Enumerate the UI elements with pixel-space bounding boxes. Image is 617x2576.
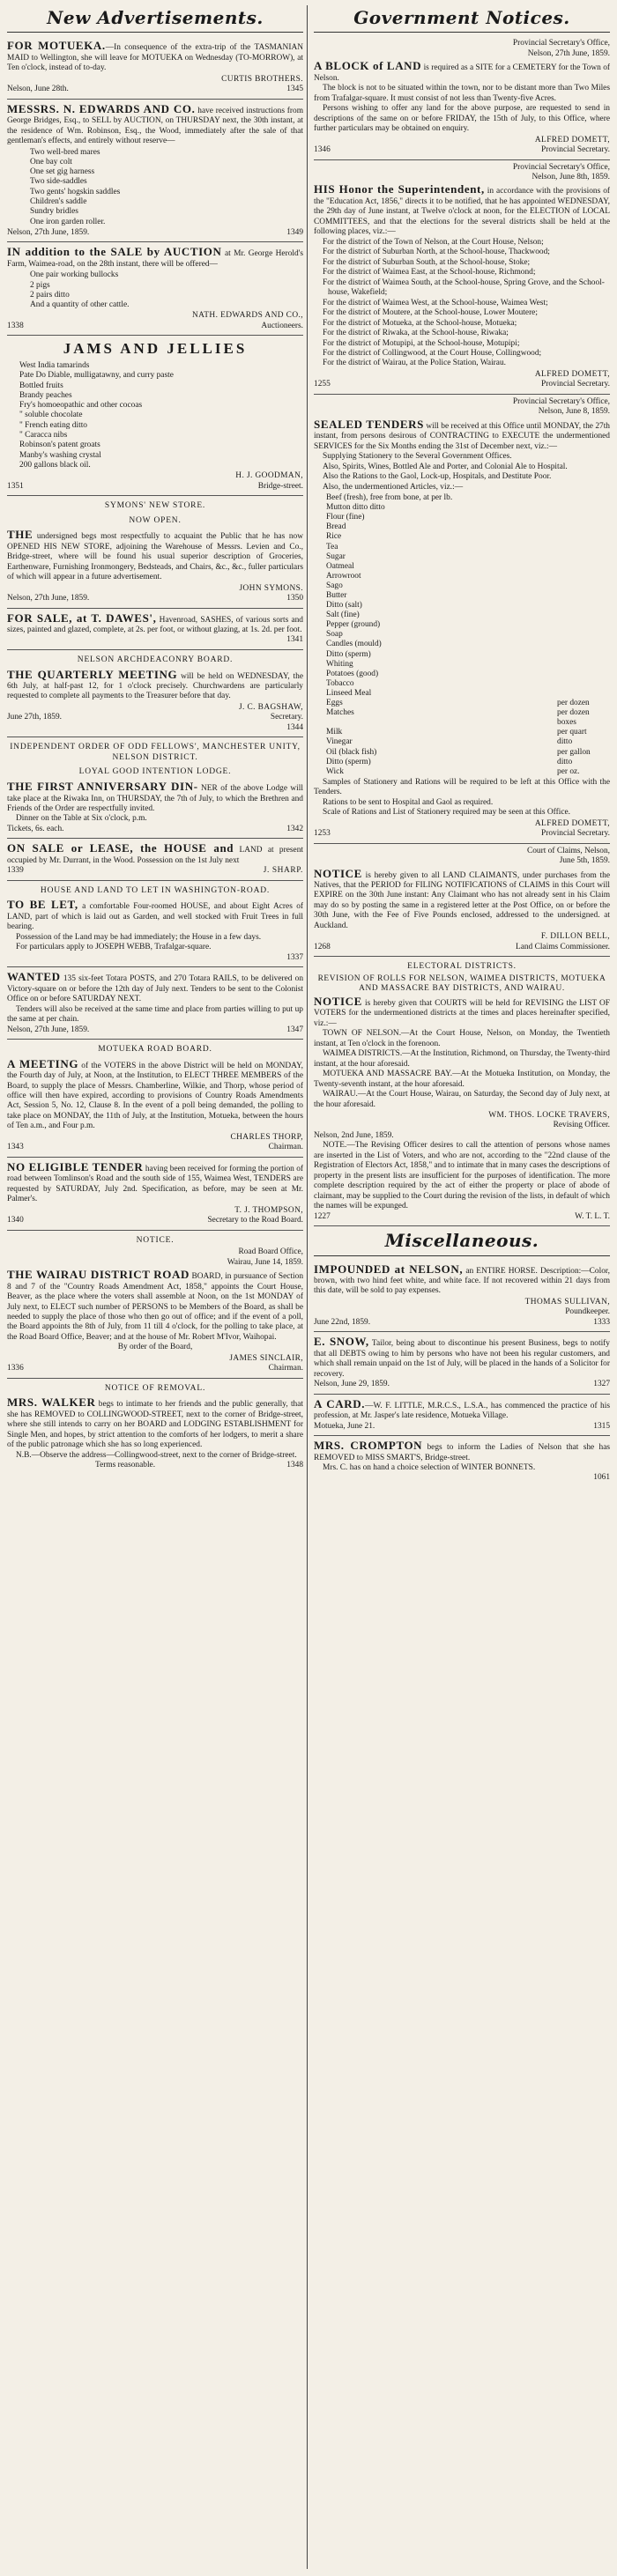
left-column-header: New Advertisements. <box>7 5 303 33</box>
ad-date: June 27th, 1859. <box>7 713 62 722</box>
ration-item: Sago <box>326 581 343 590</box>
ration-item: Ditto (sperm) <box>326 649 371 659</box>
list-item: TOWN OF NELSON.—At the Court House, Nelson, on Monday, the Twentieth instant, at Ten o'clock in the forenoon. <box>314 1029 610 1048</box>
ad-body: is required as a SITE for a CEMETERY for the Town of Nelson. <box>314 63 610 83</box>
ad-body-2: Tenders will also be received at the same time and place from parties willing to put up the same at per chain. <box>7 1004 303 1025</box>
ad-walker-removal <box>7 1379 303 1475</box>
ad-lead: THE <box>7 528 33 542</box>
ad-signature-role: Auctioneers. <box>261 321 303 330</box>
list-item: Bottled fruits <box>19 381 63 390</box>
ration-item-unit: ditto <box>557 737 573 747</box>
ad-heading: MOTUEKA ROAD BOARD. <box>98 1045 212 1055</box>
ad-item-list <box>19 361 303 470</box>
ad-lead: TO BE LET, <box>7 898 78 912</box>
ad-signature: F. DILLON BELL, <box>540 932 610 942</box>
ad-body-2: Mrs. C. has on hand a choice selection of WINTER BONNETS. <box>323 1463 536 1473</box>
ad-date: Motueka, June 21. <box>314 1421 375 1431</box>
ad-impounded <box>314 1260 610 1333</box>
ration-item-unit: per dozen <box>557 699 590 708</box>
ad-lead: FOR SALE, at T. DAWES', <box>7 611 157 625</box>
ration-item: Oil (black fish) <box>326 747 377 757</box>
ad-number: 1341 <box>286 635 303 645</box>
ration-item-unit <box>557 689 610 699</box>
ad-body: LAND at present occupied by Mr. Durrant, in the Wood. Possession on the 1st July next <box>7 846 303 865</box>
ad-electoral <box>314 957 610 1226</box>
ad-body-4: Scale of Rations and List of Stationery required may be seen at this Office. <box>323 808 570 818</box>
ad-body-2: N.B.—Observe the address—Collingwood-street, next to the corner of Bridge-street. <box>16 1450 297 1460</box>
ration-item-unit <box>557 572 610 581</box>
ad-number: 1268 <box>314 942 331 951</box>
ration-item-unit <box>557 670 610 679</box>
ad-item-list <box>30 148 303 227</box>
list-item: 2 pairs ditto <box>30 290 70 300</box>
list-item: For the district of Suburban South, at the School-house, Stoke; <box>323 257 531 267</box>
ration-item: Butter <box>326 591 347 601</box>
ad-jams-jellies <box>7 336 303 496</box>
ad-body: having been received for forming the portion of road between Tomlinson's Road and the south side of 155, Waimea West, TENDERS are requested by SATURDAY, July 2nd. Specification, as before, may be seen at Mr. Palmer's. <box>7 1164 303 1204</box>
list-item: And a quantity of other cattle. <box>30 300 130 310</box>
ad-heading: NOTICE. <box>136 1235 175 1245</box>
ad-body: in accordance with the provisions of the "Education Act, 1856," directs it to be notified, that he has appointed WEDNESDAY, the 29th day of June instant, at Twelve o'clock at noon, for the ELECTION of LOCAL COMMITTEES, and that the elections for the several districts shall be held at the following places, viz.:— <box>314 187 610 237</box>
ad-lead: MRS. WALKER <box>7 1395 96 1410</box>
ad-date: Nelson, June 28th. <box>7 85 69 94</box>
ad-number: 1339 <box>7 866 24 876</box>
ad-service: Also, the undermentioned Articles, viz.:— <box>323 482 464 492</box>
list-item: Sundry bridles <box>30 207 78 217</box>
list-item: " Caracca nibs <box>19 431 68 440</box>
ad-washington-road <box>7 881 303 967</box>
ad-lead: IN addition to the SALE by AUCTION <box>7 245 222 259</box>
ration-item-unit <box>557 640 610 649</box>
ad-number: 1349 <box>286 227 303 237</box>
ration-item-unit <box>557 513 610 522</box>
ad-body-2: By order of the Board, <box>117 1343 193 1352</box>
column-divider <box>307 5 308 2569</box>
ad-signature: JAMES SINCLAIR, <box>229 1353 303 1363</box>
ration-items-table <box>326 493 610 777</box>
ad-heading: INDEPENDENT ORDER OF ODD FELLOWS', MANCHESTER UNITY, NELSON DISTRICT. <box>10 743 301 762</box>
ad-number: 1342 <box>286 824 303 833</box>
ad-body: BOARD, in pursuance of Section 8 and 7 of the "Country Roads Amendment Act, 1858," appoints the Court House, Beaver, as the place where the voters shall assemble at Noon, on the 1st MONDAY of July next, to ELECT such number of PERSONS to be Members of the Board, as shall be needed to supply the place of those who then go out of office; and if the event of a poll, the Board appoints the 8th of July, from 11 till 4 o'clock, for the polling to take place, at the Road Board Office, Beaver; and at the house of Mr. Robert M'Ivor, Waihopai. <box>7 1272 303 1342</box>
ad-signature: H. J. GOODMAN, <box>235 471 303 481</box>
ad-number: 1348 <box>286 1461 303 1470</box>
ad-lead: JAMS AND JELLIES <box>63 340 248 358</box>
ad-wairau-board <box>7 1231 303 1379</box>
ad-signature: CURTIS BROTHERS. <box>221 74 303 84</box>
ration-item: Salt (fine) <box>326 611 360 620</box>
ad-lead: IMPOUNDED at NELSON, <box>314 1262 464 1276</box>
ad-date: Nelson, 2nd June, 1859. <box>314 1130 394 1140</box>
ad-office-date: Nelson, June 8th, 1859. <box>532 173 610 182</box>
ad-signature-role: Poundkeeper. <box>565 1307 610 1317</box>
ad-date: June 22nd, 1859. <box>314 1317 371 1327</box>
ration-item-unit <box>557 493 610 503</box>
ration-item: Ditto (salt) <box>326 601 362 611</box>
ad-signature: JOHN SYMONS. <box>239 583 303 593</box>
ration-item: Beef (fresh), free from bone, at per lb. <box>326 493 453 503</box>
ad-lead: NO ELIGIBLE TENDER <box>7 1159 144 1173</box>
ad-body-3: For particulars apply to JOSEPH WEBB, Trafalgar-square. <box>16 943 212 952</box>
misc-header: Miscellaneous. <box>314 1228 610 1255</box>
list-item: Two well-bred mares <box>30 147 100 157</box>
list-item: One bay colt <box>30 157 72 167</box>
ad-lead: MRS. CROMPTON <box>314 1439 423 1453</box>
ration-item-unit <box>557 543 610 552</box>
list-item: MOTUEKA AND MASSACRE BAY.—At the Motueka Institution, on Monday, the Twenty-seventh instant, at the hour aforesaid. <box>314 1070 610 1089</box>
ad-service: Also, Spirits, Wines, Bottled Ale and Porter, and Colonial Ale to Hospital. <box>323 462 568 471</box>
ad-signature: J. C. BAGSHAW, <box>238 702 303 712</box>
ad-education <box>314 160 610 395</box>
ad-body-2: Samples of Stationery and Rations will be required to be left at this Office with the Tenders. <box>314 777 610 797</box>
ad-signature: T. J. THOMPSON, <box>234 1205 303 1215</box>
list-item: " soluble chocolate <box>19 411 83 420</box>
ad-date: Nelson, 27th June, 1859. <box>7 1025 90 1034</box>
ad-service: Supplying Stationery to the Several Government Offices. <box>323 452 512 462</box>
ad-signature-2: W. T. L. T. <box>575 1211 610 1221</box>
ad-number: 1343 <box>7 1143 24 1152</box>
ration-item-unit: per oz. <box>557 766 580 776</box>
list-item: Fry's homoeopathic and other cocoas <box>19 401 143 411</box>
ad-heading: HOUSE AND LAND TO LET IN WASHINGTON-ROAD. <box>40 885 271 895</box>
ad-date: Nelson, June 29, 1859. <box>314 1380 390 1389</box>
ad-heading: ELECTORAL DISTRICTS. <box>407 962 517 972</box>
ad-lead: E. SNOW, <box>314 1335 369 1349</box>
ad-edwards-auction <box>7 100 303 243</box>
list-item: 200 gallons black oil. <box>19 460 91 470</box>
ad-signature: ALFRED DOMETT, <box>534 135 610 144</box>
ad-body: a comfortable Four-roomed HOUSE, and about Eight Acres of LAND, part of which is laid out as Garden, and well stocked with Fruit Trees in full bearing. <box>7 902 303 932</box>
ad-body: undersigned begs most respectfully to acquaint the Public that he has now OPENED HIS NEW STORE, adjoining the Warehouse of Messrs. Levien and Co., Bridge-street, where will be found his usual superior description of Groceries, Earthenware, Furnishing Ironmongery, Bedsteads, and Chairs, &c., &c., fuller particulars of which will appear in a future advertisement. <box>7 532 303 582</box>
ad-cemetery <box>314 36 610 159</box>
ad-lead: A MEETING <box>7 1056 79 1070</box>
list-item: One set gig harness <box>30 167 95 177</box>
list-item: Pate Do Diable, mulligatawny, and curry paste <box>19 371 174 381</box>
list-item: WAIRAU.—At the Court House, Wairau, on Saturday, the Second day of July next, at the hour aforesaid. <box>314 1090 610 1109</box>
ration-item-unit: ditto <box>557 757 573 766</box>
ration-item: Milk <box>326 728 343 737</box>
ad-signature-role: Chairman. <box>268 1364 303 1373</box>
ad-signature: NATH. EDWARDS AND CO., <box>192 311 303 321</box>
list-item: WAIMEA DISTRICTS.—At the Institution, Richmond, on Thursday, the Twenty-third instant, at the hour aforesaid. <box>314 1049 610 1069</box>
ad-number: 1351 <box>7 481 24 491</box>
ration-item: Tea <box>326 542 338 551</box>
ad-number: 1337 <box>286 952 303 962</box>
ad-body-2: NOTE.—The Revising Officer desires to call the attention of persons whose names are inserted in the List of Voters, and who are not, according to the "22nd clause of the Registration of Electors Act, 1858," and to intimate that in many cases the descriptions of property in the present lists are insufficient for the purposes of identification. The more complete description required by the act of either the property or place of abode of claimant, may be supplied to the Court during the revision of the lists, in default of which the names will be expunged. <box>314 1141 610 1211</box>
ad-lead: A BLOCK of LAND <box>314 59 422 73</box>
ad-lead: NOTICE <box>314 994 362 1008</box>
ration-item: Sugar <box>326 551 346 561</box>
ad-dawes-sale <box>7 609 303 650</box>
ration-item-unit <box>557 650 610 660</box>
ad-body-2: The block is not to be situated within the town, nor to be distant more than Two Miles from Trafalgar-square. It must consist of not less than Twenty-five Acres. <box>314 84 610 103</box>
ad-office-date: Wairau, June 14, 1859. <box>227 1257 303 1267</box>
ration-item: Candles (mould) <box>326 640 382 649</box>
ad-signature-role: Chairman. <box>268 1143 303 1152</box>
ad-waimea-auction <box>7 242 303 336</box>
ration-item: Vinegar <box>326 737 353 747</box>
ration-item-unit <box>557 591 610 601</box>
ad-symons-store <box>7 496 303 608</box>
ad-signature-role: Revising Officer. <box>553 1121 610 1130</box>
ad-number: 1346 <box>314 145 331 155</box>
ad-no-tender <box>7 1158 303 1231</box>
ad-body: begs to inform the Ladies of Nelson that she has REMOVED to MISS SMART'S, Bridge-street. <box>314 1443 610 1462</box>
ad-signature-role: Provincial Secretary. <box>540 829 610 839</box>
list-item: Manby's washing crystal <box>19 450 101 460</box>
ad-footer: Terms reasonable. <box>95 1461 156 1470</box>
ad-office-date: Nelson, 27th June, 1859. <box>527 48 610 58</box>
ad-body: will be held on WEDNESDAY, the 6th July, at half-past 12, for 1 o'clock precisely. Churchwardens are particularly requested to complete all payments to the Treasurer before that day. <box>7 671 303 701</box>
ad-body: NER of the above Lodge will take place at the Riwaka Inn, on THURSDAY, the 7th of July, to which the Brethren and Friends of the Order are respectfully invited. <box>7 784 303 813</box>
ad-signature-role: Secretary. <box>270 713 303 722</box>
ad-signature: ALFRED DOMETT, <box>534 818 610 828</box>
ad-body: is hereby given that COURTS will be held for REVISING the LIST OF VOTERS for the undermentioned districts at the times and places hereinafter specified, viz.:— <box>314 998 610 1028</box>
right-column-header: Government Notices. <box>314 5 610 33</box>
ration-item: Whiting <box>326 659 353 669</box>
ad-body: Havenroad, SASHES, of various sorts and sizes, painted and glazed, complete, at 2s. per foot, or without glazing, at 1s. 2d. per foot. <box>7 615 303 634</box>
list-item: Robinson's patent groats <box>19 440 100 450</box>
ad-signature-role: Provincial Secretary. <box>540 145 610 155</box>
ad-lead: THE FIRST ANNIVERSARY DIN- <box>7 780 198 794</box>
ration-item: Arrowroot <box>326 571 361 581</box>
ad-subheading: LOYAL GOOD INTENTION LODGE. <box>78 767 232 777</box>
list-item: One pair working bullocks <box>30 270 119 280</box>
list-item: Children's saddle <box>30 197 87 207</box>
list-item: For the district of Waimea South, at the School-house, Spring Grove, and the School-house, Wakefield; <box>323 278 605 298</box>
ad-number: 1345 <box>286 85 303 94</box>
ad-number: 1255 <box>314 380 331 389</box>
ad-signature: CHARLES THORP, <box>230 1132 303 1142</box>
ration-item: Oatmeal <box>326 561 354 571</box>
ration-item-unit <box>557 503 610 513</box>
list-item: For the district of Riwaka, at the School-house, Riwaka; <box>323 329 509 338</box>
right-column <box>314 5 610 2569</box>
list-item: For the district of the Town of Nelson, at the Court House, Nelson; <box>323 237 544 247</box>
ad-service: Also the Rations to the Gaol, Lock-up, Hospitals, and Destitute Poor. <box>323 472 552 482</box>
ad-number: 1333 <box>593 1317 610 1327</box>
ration-item: Flour (fine) <box>326 513 365 522</box>
list-item: 2 pigs <box>30 280 50 290</box>
ad-number: 1344 <box>286 722 303 732</box>
list-item: For the district of Waimea West, at the School-house, Waimea West; <box>323 298 548 307</box>
ad-subheading: REVISION OF ROLLS FOR NELSON, WAIMEA DISTRICTS, MOTUEKA AND MASSACRE BAY DISTRICTS, AND WAIRAU. <box>317 973 606 994</box>
list-item: Two side-saddles <box>30 177 87 187</box>
ration-item: Matches <box>326 708 354 718</box>
ad-lead: ON SALE or LEASE, the HOUSE and <box>7 841 234 855</box>
ad-house-wood <box>7 839 303 880</box>
ad-lead: FOR MOTUEKA. <box>7 39 106 53</box>
ad-body: at Mr. George Herold's Farm, Waimea-road, on the 28th instant, there will be offered— <box>7 249 303 269</box>
ad-heading: NELSON ARCHDEACONRY BOARD. <box>77 655 234 664</box>
list-item: Two gents' hogskin saddles <box>30 187 121 196</box>
ad-date: Nelson, 27th June, 1859. <box>7 594 90 603</box>
ad-number: 1340 <box>7 1216 24 1225</box>
list-item: For the district of Motueka, at the School-house, Motueka; <box>323 318 517 328</box>
ad-body: of the VOTERS in the above District will be held on MONDAY, the Fourth day of July, at Noon, at the Institution, to ELECT THREE MEMBERS of the Board, to supply the place of Messrs. Chamberline, Wilkie, and Thorp, whose period of office will then have expired, according to provisions of Country Roads Amendments Act, Session 5, No. 12, Clause 8. In the event of a poll being demanded, the polling to take place on MONDAY, the 11th of July, at the Institution, Motueka, between the hours of Ten a.m., and Four p.m. <box>7 1061 303 1131</box>
ad-motueka-steamer <box>7 36 303 99</box>
ad-office-line: Provincial Secretary's Office, <box>512 39 610 48</box>
ad-signature: THOMAS SULLIVAN, <box>524 1297 610 1307</box>
ad-heading: NOTICE OF REMOVAL. <box>104 1383 206 1393</box>
ad-body-3: Rations to be sent to Hospital and Gaol as required. <box>323 797 494 807</box>
ration-item: Potatoes (good) <box>326 669 379 678</box>
ad-crompton <box>314 1436 610 1487</box>
ad-snow-tailor <box>314 1332 610 1394</box>
ad-lead: NOTICE <box>314 866 362 880</box>
ad-number: 1061 <box>593 1473 610 1483</box>
ration-item-unit: per gallon <box>557 747 591 757</box>
list-item: Brandy peaches <box>19 390 72 400</box>
list-item: For the district of Suburban North, at the School-house, Thackwood; <box>323 248 550 257</box>
ad-signature: WM. THOS. LOCKE TRAVERS, <box>488 1110 610 1120</box>
ad-office-date: Nelson, June 8, 1859. <box>538 407 610 417</box>
ad-date: Nelson, 27th June, 1859. <box>7 227 90 237</box>
ad-signature: ALFRED DOMETT, <box>534 369 610 379</box>
ad-lead: SEALED TENDERS <box>314 417 424 431</box>
ad-number: 1336 <box>7 1364 24 1373</box>
ad-archdeaconry <box>7 650 303 737</box>
ad-number: 1350 <box>286 594 303 603</box>
ad-body: will be received at this Office until MONDAY, the 27th instant, from persons desirous of CONTRACTING to EXECUTE the undermentioned SERVICES for the Six Months ending the 31st of December next, viz.:— <box>314 421 610 451</box>
ad-land-claims <box>314 844 610 958</box>
ad-number: 1315 <box>593 1421 610 1431</box>
list-item: West India tamarinds <box>19 361 90 371</box>
ration-item-unit <box>557 601 610 611</box>
ad-lead: THE WAIRAU DISTRICT ROAD <box>7 1268 190 1282</box>
ration-item: Tobacco <box>326 678 354 688</box>
ad-office-line: Provincial Secretary's Office, <box>512 396 610 406</box>
list-item: One iron garden roller. <box>30 217 106 226</box>
list-item: " French eating ditto <box>19 420 87 430</box>
ration-item-unit <box>557 620 610 630</box>
ad-body-3: Persons wishing to offer any land for the above purpose, are requested to send in descriptions of the same on or before FRIDAY, the 15th of July, to this Office, where further particulars may be obtained on enquiry. <box>314 104 610 134</box>
ad-oddfellows <box>7 737 303 839</box>
ad-little-card <box>314 1395 610 1436</box>
ad-body-2: Possession of the Land may be had immediately; the House in a few days. <box>16 932 262 942</box>
ad-stationery-tenders <box>314 395 610 844</box>
ad-lead: MESSRS. N. EDWARDS AND CO. <box>7 101 196 115</box>
ration-item-unit <box>557 532 610 542</box>
ration-item: Linseed Meal <box>326 688 372 698</box>
ration-item: Pepper (ground) <box>326 620 381 630</box>
list-item: For the district of Collingwood, at the Court House, Collingwood; <box>323 348 542 358</box>
ad-signature: J. SHARP. <box>263 866 303 876</box>
ad-number: 1227 <box>314 1211 331 1221</box>
ad-lead: WANTED <box>7 970 61 984</box>
ad-body: —In consequence of the extra-trip of the TASMANIAN MAID to Wellington, she will leave for MOTUEKA on Wednesday (TO-MORROW), at Ten o'clock, instead of to-day. <box>7 43 303 73</box>
list-item: For the district of Motupipi, at the School-house, Motupipi; <box>323 338 520 348</box>
ad-signature-role: Secretary to the Road Board. <box>207 1216 303 1225</box>
ad-footer: Tickets, 6s. each. <box>7 824 64 833</box>
ration-item-unit <box>557 611 610 620</box>
ration-item-unit <box>557 581 610 591</box>
ad-totara-posts <box>7 967 303 1040</box>
ad-number: 1347 <box>286 1025 303 1034</box>
ad-number: 1327 <box>593 1380 610 1389</box>
ration-item-unit <box>557 630 610 640</box>
ration-item-unit: per quart <box>557 728 587 737</box>
ad-lead: HIS Honor the Superintendent, <box>314 182 485 196</box>
ration-item-unit: per dozen boxes <box>557 708 590 728</box>
ad-office-date: June 5th, 1859. <box>559 856 610 866</box>
ration-item: Rice <box>326 532 342 542</box>
ad-body: —W. F. LITTLE, M.R.C.S., L.S.A., has commenced the practice of his profession, at Mr. Jasper's late residence, Motueka Village. <box>314 1401 610 1421</box>
ad-subheading: NOW OPEN. <box>129 515 182 525</box>
ad-item-list <box>30 270 303 310</box>
ad-lead: THE QUARTERLY MEETING <box>7 667 178 681</box>
ration-item-unit <box>557 552 610 562</box>
ad-office-line: Road Board Office, <box>238 1247 303 1257</box>
list-item: For the district of Wairau, at the Police Station, Wairau. <box>323 359 506 368</box>
ad-body-2: Dinner on the Table at Six o'clock, p.m. <box>16 814 147 824</box>
ad-body: begs to intimate to her friends and the public generally, that she has REMOVED to COLLINGWOOD-STREET, next to the corner of Bridge-street, where she still intends to carry on her BOARD and LODGING ESTABLISHMENT for Single Men, and hopes, by strict attention to the comforts of her lodgers, to merit a share of the public patronage which she has so long experienced. <box>7 1400 303 1450</box>
ad-lead: A CARD. <box>314 1396 366 1410</box>
ad-signature-role: Provincial Secretary. <box>540 380 610 389</box>
ad-number: 1338 <box>7 321 24 330</box>
ad-office-line: Court of Claims, Nelson, <box>526 846 610 855</box>
ration-item-unit <box>557 660 610 670</box>
ad-heading: SYMONS' NEW STORE. <box>104 501 206 511</box>
ad-body: Tailor, being about to discontinue his present Business, begs to notify that all DEBTS owing to him by persons who have not been his regular customers, and which shall remain unpaid on the 1st of July, will be placed in the hands of a Solicitor for recovery. <box>314 1339 610 1379</box>
ad-body: 135 six-feet Totara POSTS, and 270 Totara RAILS, to be delivered on Victory-square on or before the 12th day of July next. Tenders to be sent to the Colonist Office on or before SATURDAY NEXT. <box>7 974 303 1004</box>
list-item: For the district of Waimea East, at the School-house, Richmond; <box>323 268 536 278</box>
left-column <box>7 5 303 2569</box>
ration-item-unit <box>557 562 610 572</box>
ad-body: an ENTIRE HORSE. Description:—Color, brown, with two hind feet white, and white face. If not recovered within 21 days from this date, will be sold to pay expenses. <box>314 1266 610 1296</box>
ration-item: Soap <box>326 630 343 640</box>
ration-item: Ditto (sperm) <box>326 757 371 766</box>
ration-item-unit <box>557 522 610 532</box>
ad-motueka-road <box>7 1040 303 1158</box>
ad-body: is hereby given to all LAND CLAIMANTS, under purchases from the Natives, that the PERIOD for FILING NOTIFICATIONS of CLAIMS in this Court will EXPIRE on the 30th June instant: Any Claimant who has not already sent in his Claim may do so by posting the same in a registered letter at the Post Office, on or before the 30th June, with the Fee of Five Pounds enclosed, addressed to the undersigned. at Auckland. <box>314 870 610 930</box>
ad-signature-role: Bridge-street. <box>257 481 303 491</box>
ration-item-unit <box>557 679 610 689</box>
ration-item: Eggs <box>326 699 343 708</box>
ration-item: Mutton ditto ditto <box>326 503 385 513</box>
ration-item: Bread <box>326 522 346 532</box>
ad-body: have received instructions from George Bridges, Esq., to SELL by AUCTION, on THURSDAY next, the 30th instant, at the residence of Wm. Robinson, Esq., the Wood, immediately after the sale of that gentleman's effects, and entirely without reserve— <box>7 106 303 146</box>
ad-office-line: Provincial Secretary's Office, <box>512 162 610 172</box>
ad-number: 1253 <box>314 829 331 839</box>
ad-signature-role: Land Claims Commissioner. <box>515 942 610 951</box>
list-item: For the district of Moutere, at the School-house, Lower Moutere; <box>323 308 538 318</box>
ration-item: Wick <box>326 766 344 776</box>
